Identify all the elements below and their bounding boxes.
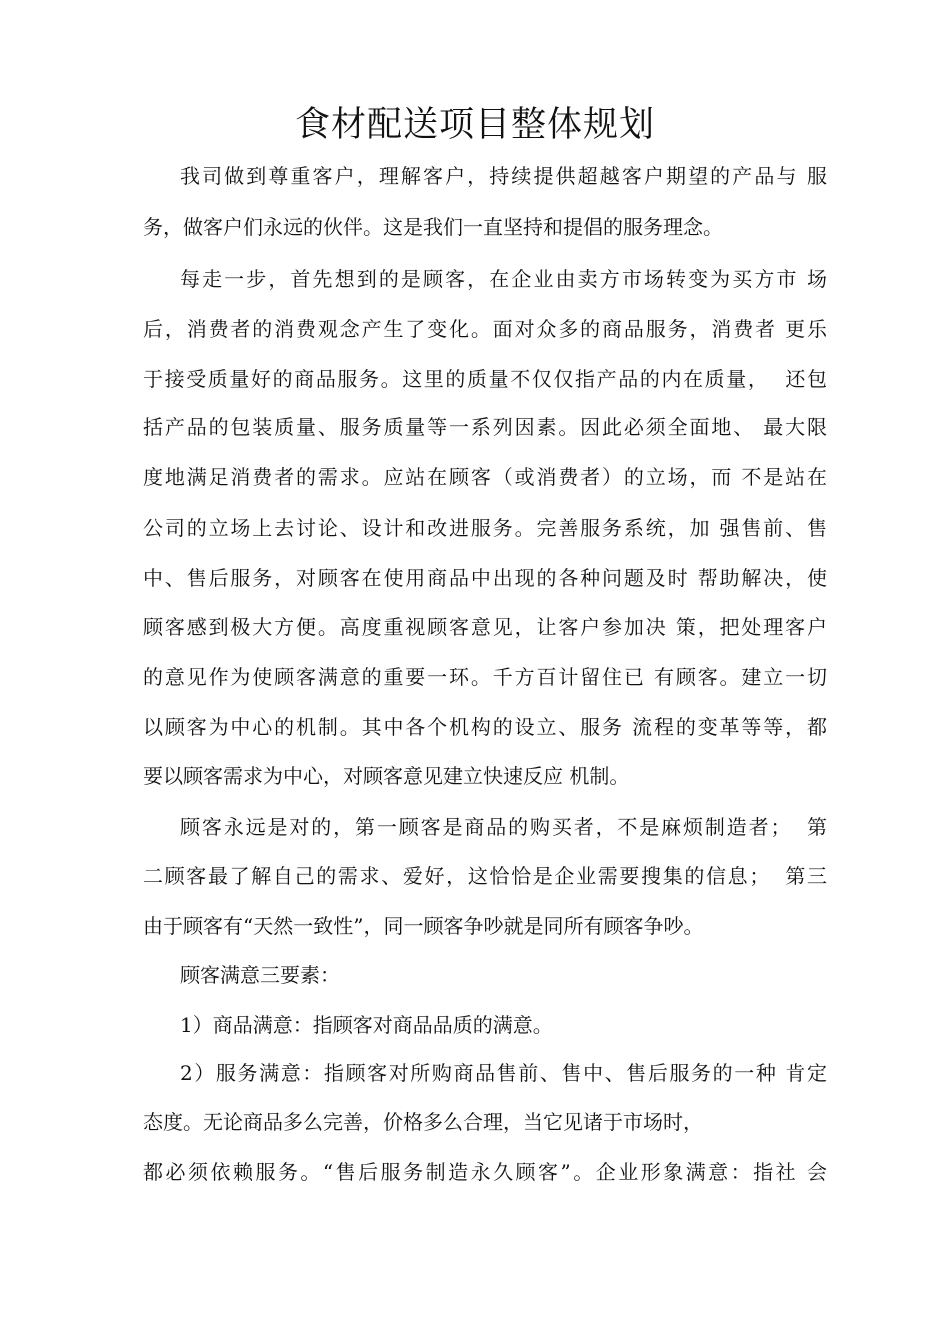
list-item: 1）商品满意：指顾客对商品品质的满意。 [180, 1013, 553, 1037]
paragraph-line: 公司的立场上去讨论、设计和改进服务。完善服务系统，加 强售前、售 [143, 516, 827, 540]
paragraph-line: 以顾客为中心的机制。其中各个机构的设立、服务 流程的变革等等，都 [143, 715, 827, 739]
paragraph-line: 的意见作为使顾客满意的重要一环。千方百计留住已 有顾客。建立一切 [143, 665, 827, 689]
paragraph-line: 态度。无论商品多么完善，价格多么合理，当它见诸于市场时， [143, 1110, 703, 1134]
paragraph-line: 要以顾客需求为中心，对顾客意见建立快速反应 机制。 [143, 764, 630, 788]
paragraph-line: 度地满足消费者的需求。应站在顾客（或消费者）的立场，而 不是站在 [143, 465, 827, 489]
paragraph-line: 每走一步，首先想到的是顾客，在企业由卖方市场转变为买方市 场 [180, 267, 827, 291]
paragraph-line: 由于顾客有“天然一致性”，同一顾客争吵就是同所有顾客争吵。 [143, 914, 704, 938]
paragraph-line: 我司做到尊重客户，理解客户，持续提供超越客户期望的产品与 服 [180, 164, 827, 188]
paragraph-line: 顾客永远是对的，第一顾客是商品的购买者，不是麻烦制造者； 第 [180, 815, 827, 839]
paragraph-line: 于接受质量好的商品服务。这里的质量不仅仅指产品的内在质量， 还包 [143, 367, 827, 391]
paragraph-line: 后，消费者的消费观念产生了变化。面对众多的商品服务，消费者 更乐 [143, 317, 827, 341]
list-item: 2）服务满意：指顾客对所购商品售前、售中、售后服务的一种 肯定 [180, 1061, 827, 1085]
paragraph-line: 顾客满意三要素： [180, 963, 340, 987]
paragraph-line: 括产品的包装质量、服务质量等一系列因素。因此必须全面地、 最大限 [143, 415, 827, 439]
paragraph-line: 二顾客最了解自己的需求、爱好，这恰恰是企业需要搜集的信息； 第三 [143, 864, 827, 888]
paragraph-line: 顾客感到极大方便。高度重视顾客意见，让客户参加决 策，把处理客户 [143, 615, 827, 639]
paragraph-line: 都必须依赖服务。“售后服务制造永久顾客”。企业形象满意：指社 会 [143, 1160, 827, 1184]
document-title: 食材配送项目整体规划 [294, 105, 655, 145]
paragraph-line: 中、售后服务，对顾客在使用商品中出现的各种问题及时 帮助解决，使 [143, 566, 827, 590]
paragraph-line: 务，做客户们永远的伙伴。这是我们一直坚持和提倡的服务理念。 [143, 215, 723, 239]
